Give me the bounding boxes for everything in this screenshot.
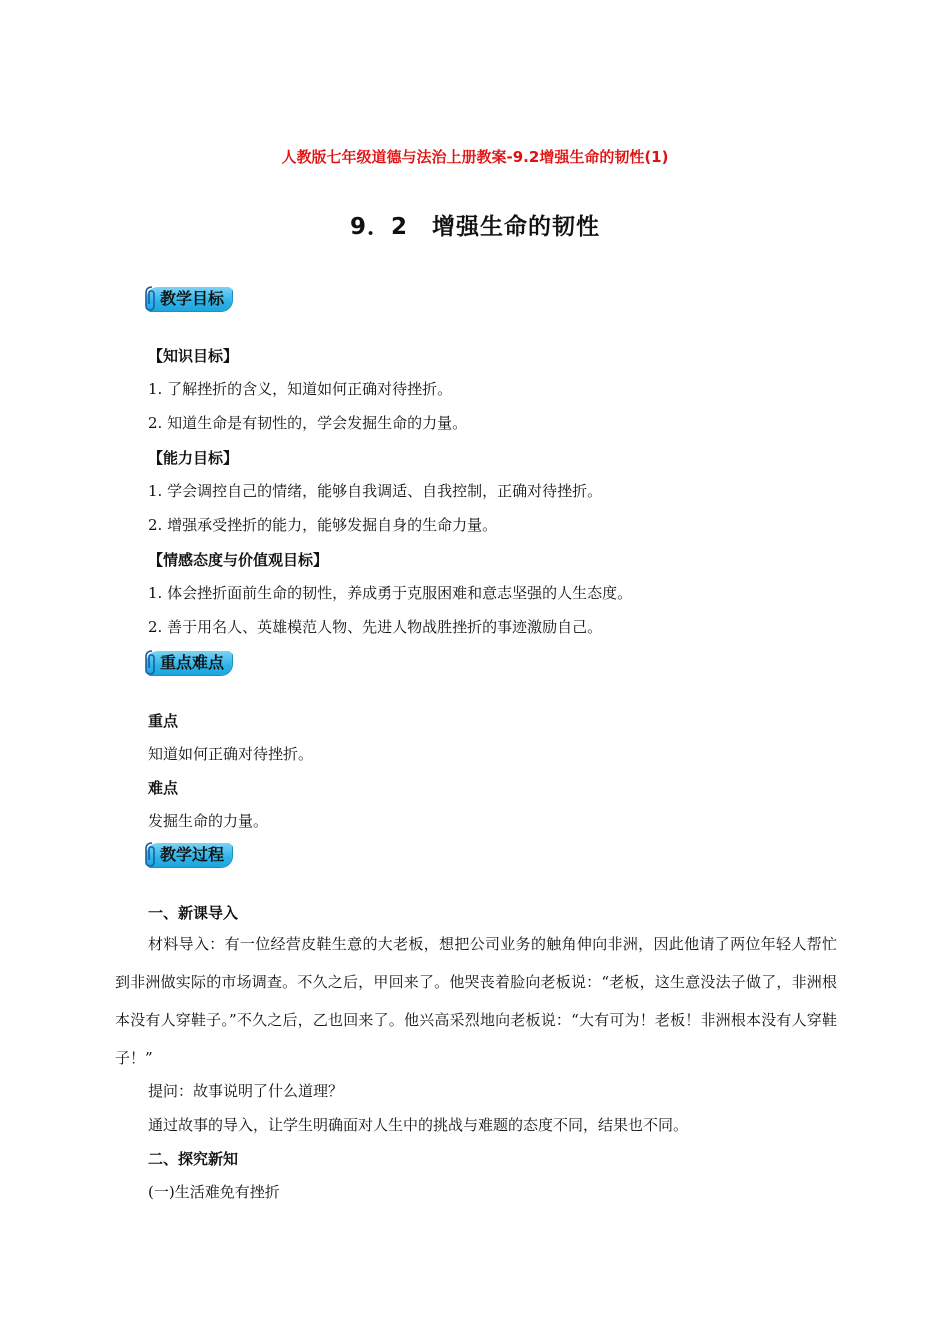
section-badge-label: 教学目标 — [160, 289, 225, 308]
list-item: 1. 体会挫折面前生命的韧性，养成勇于克服困难和意志坚强的人生态度。 — [148, 584, 633, 602]
emotion-heading: 【情感态度与价值观目标】 — [148, 551, 329, 569]
section-badge-key-points — [146, 651, 232, 675]
intro-summary: 通过故事的导入，让学生明确面对人生中的挑战与难题的态度不同，结果也不同。 — [148, 1116, 689, 1134]
ability-heading: 【能力目标】 — [148, 449, 239, 467]
intro-heading: 一、新课导入 — [148, 904, 239, 922]
knowledge-heading: 【知识目标】 — [148, 347, 239, 365]
focus-text: 知道如何正确对待挫折。 — [148, 745, 314, 763]
list-item: 2. 善于用名人、英雄模范人物、先进人物战胜挫折的事迹激励自己。 — [148, 618, 603, 636]
document-header-title: 人教版七年级道德与法治上册教案-9.2增强生命的韧性(1) — [281, 148, 669, 166]
list-item: 1. 学会调控自己的情绪，能够自我调适、自我控制，正确对待挫折。 — [148, 482, 603, 500]
difficulty-text: 发掘生命的力量。 — [148, 812, 269, 830]
paperclip-icon — [143, 840, 157, 868]
explore-heading: 二、探究新知 — [148, 1150, 239, 1168]
focus-label: 重点 — [148, 712, 179, 730]
section-badge-label: 教学过程 — [160, 845, 225, 864]
section-badge-process — [146, 843, 232, 867]
list-item: 1. 了解挫折的含义，知道如何正确对待挫折。 — [148, 380, 453, 398]
intro-question: 提问：故事说明了什么道理？ — [148, 1082, 344, 1100]
section-badge-label: 重点难点 — [160, 653, 225, 672]
page-title: 9．2 增强生命的韧性 — [349, 214, 600, 240]
explore-subheading: (一)生活难免有挫折 — [148, 1183, 280, 1201]
difficulty-label: 难点 — [148, 779, 179, 797]
intro-material-paragraph: 材料导入：有一位经营皮鞋生意的大老板，想把公司业务的触角伸向非洲，因此他请了两位年轻人帮忙到非洲做实际的市场调查。不久之后，甲回来了。他哭丧着脸向老板说：“老板，这生意没法子做了，非洲根本没有人穿鞋子。”不久之后，乙也回来了。他兴高采烈地向老板说：“大有可为！老板！非洲根本没有人穿鞋子！” — [115, 935, 837, 1067]
list-item: 2. 知道生命是有韧性的，学会发掘生命的力量。 — [148, 414, 468, 432]
section-badge-objectives — [146, 287, 232, 311]
paperclip-icon — [143, 648, 157, 676]
list-item: 2. 增强承受挫折的能力，能够发掘自身的生命力量。 — [148, 516, 498, 534]
paperclip-icon — [143, 284, 157, 312]
